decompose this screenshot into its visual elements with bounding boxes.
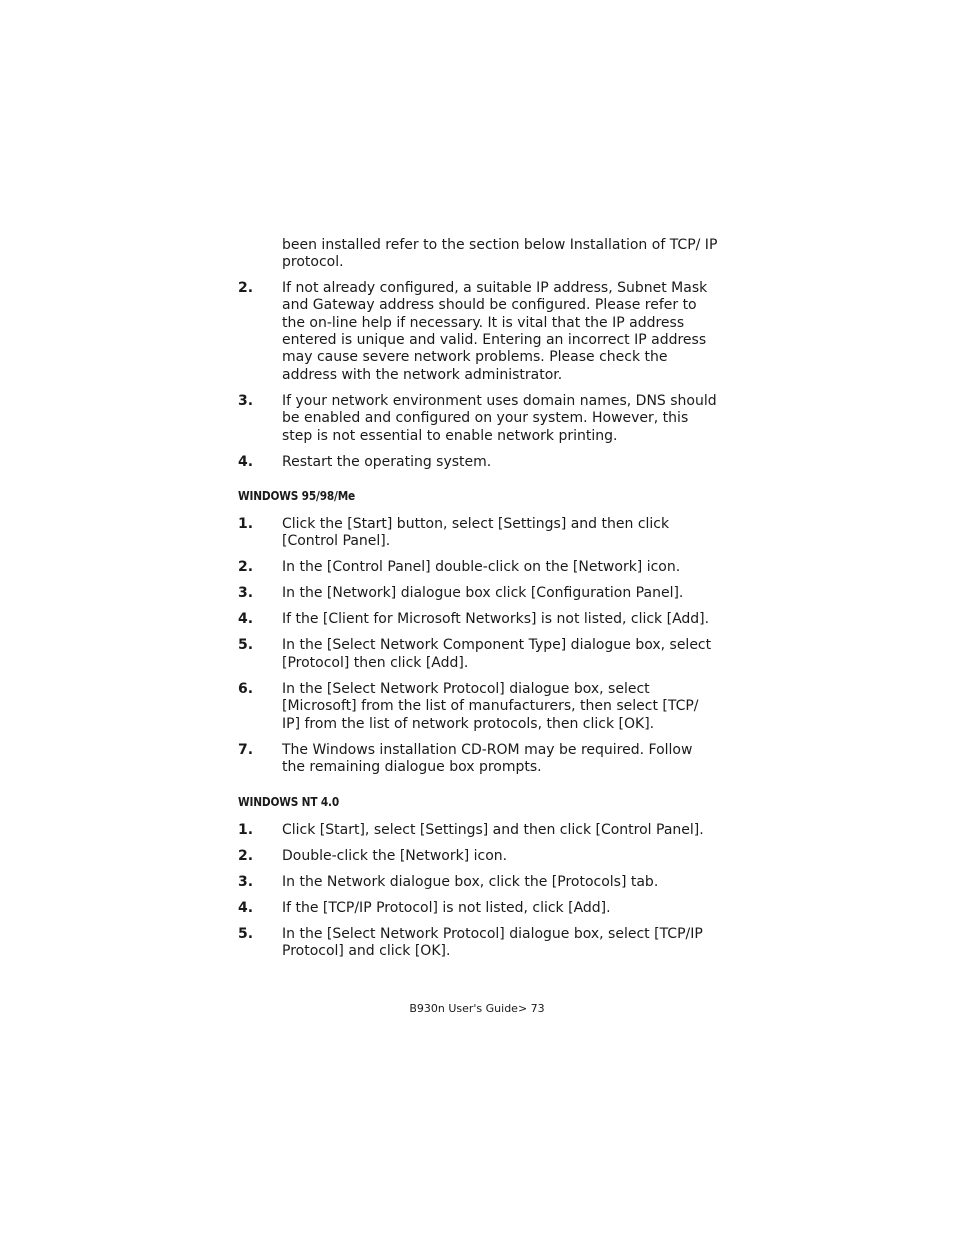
steps-list-windows-nt xyxy=(238,822,718,961)
step-number: 2. xyxy=(238,847,254,864)
step-text: If the [TCP/IP Protocol] is not listed, click [Add]. xyxy=(282,899,611,916)
step-number: 1. xyxy=(238,516,254,533)
step-number: 6. xyxy=(238,680,254,697)
step-number: 3. xyxy=(238,585,254,602)
list-item xyxy=(238,637,718,672)
list-item xyxy=(238,926,718,961)
step-text: Click [Start], select [Settings] and then click [Control Panel]. xyxy=(282,821,704,838)
step-number: 5. xyxy=(238,637,254,654)
list-item xyxy=(238,585,718,602)
section-heading-windows-9x: WINDOWS 95/98/Me xyxy=(238,489,356,504)
list-item xyxy=(238,393,718,445)
list-item xyxy=(238,874,718,891)
list-item xyxy=(238,280,718,384)
list-item xyxy=(238,742,718,777)
step-text: In the [Control Panel] double-click on the [Network] icon. xyxy=(282,559,681,576)
section-heading-windows-nt: WINDOWS NT 4.0 xyxy=(238,794,340,809)
step-number: 3. xyxy=(238,392,254,409)
step-text: Double-click the [Network] icon. xyxy=(282,847,508,864)
intro-continuation: been installed refer to the section below Installation of TCP/ IP protocol. xyxy=(282,237,718,271)
list-item xyxy=(238,611,718,628)
list-item xyxy=(238,900,718,917)
step-text: If not already configured, a suitable IP address, Subnet Mask and Gateway address should be configured. Please refer to the on-line help if necessary. It is vital that the IP address entered is unique and valid. Entering an incorrect IP address may cause severe network problems. Please check the address with the network administrator. xyxy=(282,279,708,383)
steps-list-windows-9x xyxy=(238,516,718,776)
step-text: If the [Client for Microsoft Networks] is not listed, click [Add]. xyxy=(282,611,710,628)
step-text: Click the [Start] button, select [Settings] and then click [Control Panel]. xyxy=(282,516,670,550)
list-item xyxy=(238,516,718,551)
step-text: Restart the operating system. xyxy=(282,453,492,470)
list-item xyxy=(238,681,718,733)
step-number: 4. xyxy=(238,611,254,628)
list-item xyxy=(238,559,718,576)
step-text: In the [Select Network Component Type] dialogue box, select [Protocol] then click [Add]. xyxy=(282,637,712,671)
step-number: 4. xyxy=(238,899,254,916)
step-number: 2. xyxy=(238,559,254,576)
step-text: In the [Select Network Protocol] dialogue box, select [Microsoft] from the list of manufacturers, then select [TCP/ IP] from the list of network protocols, then click [OK]. xyxy=(282,680,699,732)
list-item xyxy=(238,822,718,839)
step-text: In the Network dialogue box, click the [Protocols] tab. xyxy=(282,873,659,890)
step-number: 1. xyxy=(238,821,254,838)
list-item xyxy=(238,848,718,865)
step-number: 4. xyxy=(238,453,254,470)
step-text: If your network environment uses domain names, DNS should be enabled and configured on your system. However, this step is not essential to enable network printing. xyxy=(282,392,717,444)
step-number: 5. xyxy=(238,925,254,942)
step-text: The Windows installation CD-ROM may be required. Follow the remaining dialogue box prompts. xyxy=(282,741,693,776)
step-number: 3. xyxy=(238,873,254,890)
list-item xyxy=(238,454,718,471)
step-number: 7. xyxy=(238,741,254,758)
step-text: In the [Select Network Protocol] dialogue box, select [TCP/IP Protocol] and click [OK]. xyxy=(282,925,703,959)
step-text: In the [Network] dialogue box click [Configuration Panel]. xyxy=(282,585,684,602)
page-content xyxy=(238,237,718,969)
page-footer: B930n User's Guide> 73 xyxy=(409,1002,545,1015)
step-number: 2. xyxy=(238,279,254,296)
steps-list-a xyxy=(238,280,718,471)
